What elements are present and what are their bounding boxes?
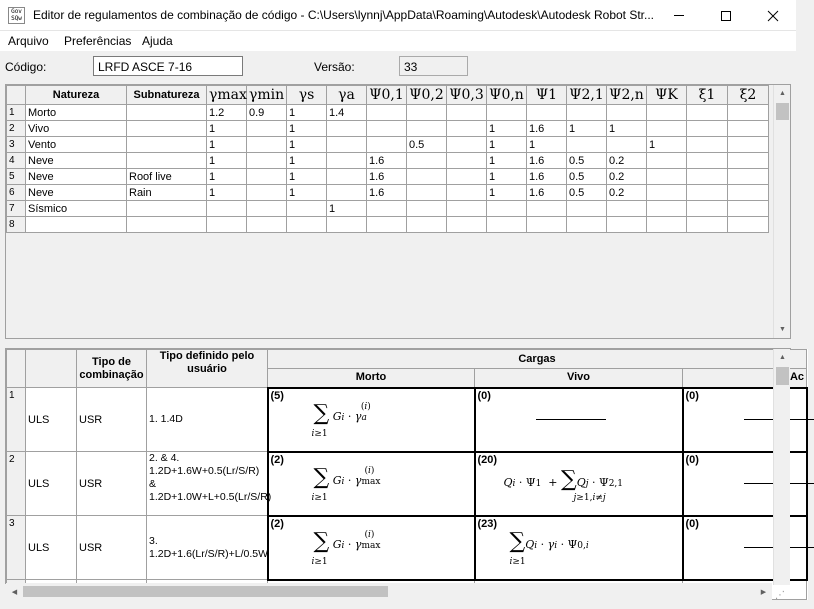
nature-col-header: Ψ2,n bbox=[607, 86, 647, 105]
minimize-icon bbox=[674, 15, 684, 16]
nature-cell[interactable] bbox=[287, 217, 327, 233]
code-input[interactable]: LRFD ASCE 7-16 bbox=[93, 56, 243, 76]
formula-code: (2) bbox=[270, 517, 284, 530]
horizontal-scrollbar[interactable] bbox=[6, 583, 772, 600]
nature-cell[interactable]: 1.6 bbox=[527, 185, 567, 201]
nature-cell[interactable]: 1 bbox=[287, 121, 327, 137]
nature-cell[interactable]: 1.6 bbox=[367, 185, 407, 201]
nature-col-header: γa bbox=[327, 86, 367, 105]
code-label: Código: bbox=[5, 60, 47, 74]
nature-col-header: ξ2 bbox=[728, 86, 769, 105]
scroll-thumb[interactable] bbox=[776, 367, 789, 385]
nature-cell[interactable]: 1.6 bbox=[527, 121, 567, 137]
nature-cell[interactable] bbox=[687, 137, 728, 153]
nature-cell[interactable]: 1 bbox=[527, 137, 567, 153]
nature-cell[interactable] bbox=[687, 217, 728, 233]
nature-cell[interactable] bbox=[647, 201, 687, 217]
nature-cell[interactable] bbox=[367, 105, 407, 121]
row-number: 1 bbox=[7, 388, 26, 452]
nature-cell[interactable] bbox=[647, 105, 687, 121]
nature-cell[interactable] bbox=[447, 153, 487, 169]
combination-table bbox=[6, 349, 808, 600]
combo-description[interactable]: 3. 1.2D+1.6(Lr/S/R)+L/0.5W bbox=[147, 516, 268, 580]
menu-arquivo[interactable]: Arquivo bbox=[8, 34, 49, 48]
nature-cell[interactable] bbox=[26, 217, 127, 233]
header-tipo-combinacao: Tipo de combinação bbox=[77, 350, 147, 388]
sum-formula: ∑ Gi · γmax$^{(i)}$ i≥1 bbox=[311, 528, 381, 567]
nature-cell[interactable] bbox=[127, 105, 207, 121]
close-button[interactable] bbox=[750, 0, 796, 31]
nature-cell[interactable]: Rain bbox=[127, 185, 207, 201]
nature-cell[interactable]: Roof live bbox=[127, 169, 207, 185]
morto-formula-cell[interactable] bbox=[268, 452, 475, 516]
combo-row[interactable] bbox=[7, 452, 807, 516]
nature-cell[interactable] bbox=[127, 121, 207, 137]
nature-cell[interactable] bbox=[567, 137, 607, 153]
nature-col-header: Ψ0,1 bbox=[367, 86, 407, 105]
nature-cell[interactable] bbox=[728, 169, 769, 185]
nature-cell[interactable] bbox=[327, 153, 367, 169]
nature-cell[interactable] bbox=[527, 105, 567, 121]
nature-cell[interactable]: 1 bbox=[207, 137, 247, 153]
row-number: 2 bbox=[7, 452, 26, 516]
nature-cell[interactable]: 1.6 bbox=[527, 169, 567, 185]
nature-cell[interactable]: 0.5 bbox=[567, 153, 607, 169]
nature-cell[interactable] bbox=[487, 105, 527, 121]
header-tipo-usuario: Tipo definido pelo usuário bbox=[147, 350, 268, 388]
nature-cell[interactable] bbox=[447, 121, 487, 137]
nature-cell[interactable] bbox=[367, 137, 407, 153]
nature-cell[interactable] bbox=[407, 105, 447, 121]
nature-cell[interactable] bbox=[247, 137, 287, 153]
nature-cell[interactable]: 1 bbox=[287, 105, 327, 121]
header-morto: Morto bbox=[268, 369, 475, 388]
nature-cell[interactable] bbox=[447, 105, 487, 121]
title-bar bbox=[0, 0, 796, 31]
empty-formula-line bbox=[536, 419, 606, 420]
nature-cell[interactable] bbox=[247, 153, 287, 169]
menu-bar bbox=[0, 31, 796, 51]
nature-row[interactable] bbox=[7, 153, 769, 169]
header-next: Ac bbox=[683, 369, 807, 388]
nature-cell[interactable] bbox=[728, 201, 769, 217]
nature-cell[interactable]: 0.2 bbox=[607, 153, 647, 169]
app-icon: Gov SQw bbox=[8, 7, 25, 24]
row-number: 7 bbox=[7, 201, 26, 217]
formula-code: (20) bbox=[477, 453, 498, 466]
nature-col-header: Ψ1 bbox=[527, 86, 567, 105]
nature-col-header: Ψ0,2 bbox=[407, 86, 447, 105]
combo-corner bbox=[7, 350, 26, 388]
nature-cell[interactable]: 1 bbox=[487, 137, 527, 153]
scroll-thumb[interactable] bbox=[776, 103, 789, 120]
nature-cell[interactable] bbox=[567, 201, 607, 217]
nature-cell[interactable]: Morto bbox=[26, 105, 127, 121]
combo-row[interactable] bbox=[7, 388, 807, 452]
nature-cell[interactable]: 1.4 bbox=[327, 105, 367, 121]
nature-cell[interactable] bbox=[367, 201, 407, 217]
row-number: 4 bbox=[7, 153, 26, 169]
resize-grip-icon[interactable]: ⋰ bbox=[775, 590, 785, 601]
maximize-button[interactable] bbox=[703, 0, 749, 31]
maximize-icon bbox=[721, 11, 731, 21]
nature-cell[interactable] bbox=[687, 121, 728, 137]
nature-cell[interactable]: 0.5 bbox=[567, 169, 607, 185]
version-field: 33 bbox=[399, 56, 468, 76]
nature-cell[interactable]: 1 bbox=[487, 185, 527, 201]
nature-cell[interactable] bbox=[327, 185, 367, 201]
nature-cell[interactable]: Neve bbox=[26, 153, 127, 169]
header-vivo: Vivo bbox=[475, 369, 683, 388]
combo-row[interactable] bbox=[7, 516, 807, 580]
nature-cell[interactable] bbox=[407, 121, 447, 137]
nature-cell[interactable] bbox=[647, 153, 687, 169]
nature-cell[interactable] bbox=[407, 153, 447, 169]
vivo-formula: Qi · Ψ1 + ∑Qj · Ψ2,1 j≥1,i≠j bbox=[503, 466, 624, 503]
menu-preferencias[interactable]: Preferências bbox=[64, 34, 132, 48]
scroll-left-icon[interactable]: ◀ bbox=[11, 588, 18, 596]
nature-col-header: Natureza bbox=[26, 86, 127, 105]
nature-cell[interactable] bbox=[687, 201, 728, 217]
nature-cell[interactable] bbox=[687, 185, 728, 201]
minimize-button[interactable] bbox=[656, 0, 702, 31]
nature-cell[interactable]: 1 bbox=[647, 137, 687, 153]
nature-cell[interactable] bbox=[647, 217, 687, 233]
scroll-up-icon[interactable]: ▲ bbox=[779, 354, 786, 361]
combo-type[interactable]: USR bbox=[77, 452, 147, 516]
nature-cell[interactable] bbox=[687, 169, 728, 185]
nature-cell[interactable]: 1 bbox=[607, 121, 647, 137]
nature-cell[interactable] bbox=[407, 185, 447, 201]
nature-cell[interactable] bbox=[647, 169, 687, 185]
nature-cell[interactable] bbox=[327, 217, 367, 233]
row-number: 5 bbox=[7, 169, 26, 185]
nature-cell[interactable]: 1 bbox=[487, 169, 527, 185]
nature-table bbox=[6, 85, 769, 233]
nature-cell[interactable] bbox=[647, 185, 687, 201]
window-title: Editor de regulamentos de combinação de código - C:\Users\lynnj\AppData\Roaming\Autodesk\Autodesk Robot Str... bbox=[33, 8, 655, 22]
nature-cell[interactable]: 0.9 bbox=[247, 105, 287, 121]
row-number: 6 bbox=[7, 185, 26, 201]
nature-cell[interactable] bbox=[247, 201, 287, 217]
nature-col-header: ΨK bbox=[647, 86, 687, 105]
sum-formula: ∑ $Gi \cdot \gamma a^{(i)}$ i≥1 bbox=[311, 400, 371, 439]
combination-table-panel bbox=[5, 348, 805, 584]
close-icon bbox=[767, 10, 779, 22]
combo-state[interactable]: ULS bbox=[26, 516, 77, 580]
nature-row[interactable] bbox=[7, 201, 769, 217]
nature-cell[interactable] bbox=[647, 121, 687, 137]
nature-cell[interactable] bbox=[728, 105, 769, 121]
nature-cell[interactable] bbox=[687, 105, 728, 121]
nature-cell[interactable] bbox=[407, 201, 447, 217]
nature-cell[interactable] bbox=[607, 105, 647, 121]
nature-cell[interactable]: Vento bbox=[26, 137, 127, 153]
nature-col-header: Ψ0,3 bbox=[447, 86, 487, 105]
nature-cell[interactable] bbox=[487, 201, 527, 217]
scroll-right-icon[interactable]: ▶ bbox=[760, 588, 767, 596]
formula-code: (0) bbox=[685, 453, 699, 466]
menu-ajuda[interactable]: Ajuda bbox=[142, 34, 173, 48]
nature-row[interactable] bbox=[7, 137, 769, 153]
nature-cell[interactable]: 1 bbox=[207, 153, 247, 169]
vivo-formula-cell[interactable] bbox=[475, 516, 683, 580]
header-cargas: Cargas bbox=[268, 350, 807, 369]
nature-cell[interactable] bbox=[127, 217, 207, 233]
combo-type[interactable]: USR bbox=[77, 388, 147, 452]
combination-table-scrollbar[interactable] bbox=[773, 349, 790, 585]
row-number: 1 bbox=[7, 105, 26, 121]
nature-table-scrollbar[interactable] bbox=[773, 85, 790, 338]
nature-cell[interactable]: 1 bbox=[287, 185, 327, 201]
nature-cell[interactable]: 1 bbox=[287, 153, 327, 169]
nature-cell[interactable]: 1 bbox=[287, 137, 327, 153]
nature-cell[interactable] bbox=[728, 121, 769, 137]
nature-cell[interactable]: 1 bbox=[487, 121, 527, 137]
table-corner bbox=[7, 86, 26, 105]
nature-cell[interactable] bbox=[728, 153, 769, 169]
nature-cell[interactable]: Vivo bbox=[26, 121, 127, 137]
nature-cell[interactable] bbox=[567, 217, 607, 233]
nature-cell[interactable]: 0.5 bbox=[407, 137, 447, 153]
nature-col-header: γs bbox=[287, 86, 327, 105]
combo-description[interactable]: 2. & 4. 1.2D+1.6W+0.5(Lr/S/R) & 1.2D+1.0W+L+0.5(Lr/S/R) bbox=[147, 452, 268, 516]
nature-cell[interactable]: Neve bbox=[26, 185, 127, 201]
row-number: 3 bbox=[7, 137, 26, 153]
nature-cell[interactable] bbox=[447, 201, 487, 217]
nature-cell[interactable]: 1 bbox=[567, 121, 607, 137]
nature-cell[interactable] bbox=[567, 105, 607, 121]
nature-row[interactable] bbox=[7, 105, 769, 121]
nature-cell[interactable] bbox=[327, 169, 367, 185]
nature-table-panel bbox=[5, 84, 791, 339]
row-number: 8 bbox=[7, 217, 26, 233]
nature-col-header: γmax bbox=[207, 86, 247, 105]
nature-cell[interactable] bbox=[247, 169, 287, 185]
vivo-formula-cell[interactable] bbox=[475, 388, 683, 452]
formula-code: (2) bbox=[270, 453, 284, 466]
formula-code: (0) bbox=[477, 389, 491, 402]
combo-type[interactable]: USR bbox=[77, 516, 147, 580]
nature-cell[interactable] bbox=[728, 137, 769, 153]
nature-cell[interactable]: 1 bbox=[207, 121, 247, 137]
nature-cell[interactable] bbox=[687, 153, 728, 169]
formula-code: (0) bbox=[685, 389, 699, 402]
nature-cell[interactable]: 0.2 bbox=[607, 185, 647, 201]
nature-col-header: γmin bbox=[247, 86, 287, 105]
nature-cell[interactable] bbox=[127, 153, 207, 169]
nature-col-header: Subnatureza bbox=[127, 86, 207, 105]
nature-cell[interactable]: 1 bbox=[207, 185, 247, 201]
nature-cell[interactable] bbox=[728, 217, 769, 233]
nature-cell[interactable] bbox=[207, 217, 247, 233]
nature-cell[interactable] bbox=[607, 137, 647, 153]
formula-code: (5) bbox=[270, 389, 284, 402]
vivo-formula-cell[interactable] bbox=[475, 452, 683, 516]
combo-empty-header bbox=[26, 350, 77, 388]
nature-cell[interactable] bbox=[327, 121, 367, 137]
nature-cell[interactable]: 0.5 bbox=[567, 185, 607, 201]
nature-cell[interactable]: 1.6 bbox=[367, 169, 407, 185]
nature-cell[interactable] bbox=[607, 201, 647, 217]
nature-cell[interactable]: 1.2 bbox=[207, 105, 247, 121]
nature-cell[interactable] bbox=[247, 217, 287, 233]
nature-cell[interactable]: Neve bbox=[26, 169, 127, 185]
nature-row[interactable] bbox=[7, 217, 769, 233]
version-label: Versão: bbox=[314, 60, 355, 74]
morto-formula-cell[interactable] bbox=[268, 388, 475, 452]
nature-cell[interactable] bbox=[527, 217, 567, 233]
scroll-up-icon[interactable]: ▲ bbox=[779, 90, 786, 97]
formula-code: (23) bbox=[477, 517, 498, 530]
nature-cell[interactable] bbox=[327, 137, 367, 153]
nature-cell[interactable] bbox=[407, 169, 447, 185]
morto-formula-cell[interactable] bbox=[268, 516, 475, 580]
combo-description[interactable]: 1. 1.4D bbox=[147, 388, 268, 452]
nature-cell[interactable] bbox=[487, 217, 527, 233]
nature-cell[interactable] bbox=[127, 137, 207, 153]
row-number: 2 bbox=[7, 121, 26, 137]
nature-cell[interactable] bbox=[447, 217, 487, 233]
nature-cell[interactable]: 1 bbox=[287, 169, 327, 185]
scroll-down-icon[interactable]: ▼ bbox=[779, 326, 786, 333]
nature-cell[interactable] bbox=[447, 169, 487, 185]
vivo-formula: ∑Qi · γi · Ψ0,i i≥1 bbox=[509, 528, 589, 567]
nature-row[interactable] bbox=[7, 121, 769, 137]
horizontal-scroll-thumb[interactable] bbox=[23, 586, 388, 597]
nature-row[interactable] bbox=[7, 169, 769, 185]
nature-cell[interactable] bbox=[607, 217, 647, 233]
nature-cell[interactable] bbox=[367, 121, 407, 137]
nature-cell[interactable] bbox=[728, 185, 769, 201]
nature-cell[interactable] bbox=[447, 137, 487, 153]
nature-cell[interactable] bbox=[367, 217, 407, 233]
nature-cell[interactable] bbox=[127, 201, 207, 217]
nature-cell[interactable]: 1 bbox=[327, 201, 367, 217]
nature-cell[interactable] bbox=[407, 217, 447, 233]
combo-state[interactable]: ULS bbox=[26, 452, 77, 516]
nature-cell[interactable] bbox=[247, 121, 287, 137]
formula-code: (0) bbox=[685, 517, 699, 530]
nature-col-header: ξ1 bbox=[687, 86, 728, 105]
row-number: 3 bbox=[7, 516, 26, 580]
nature-cell[interactable] bbox=[447, 185, 487, 201]
nature-cell[interactable] bbox=[207, 201, 247, 217]
nature-row[interactable] bbox=[7, 185, 769, 201]
nature-cell[interactable]: Sísmico bbox=[26, 201, 127, 217]
nature-cell[interactable]: 0.2 bbox=[607, 169, 647, 185]
nature-cell[interactable] bbox=[527, 201, 567, 217]
nature-cell[interactable]: 1.6 bbox=[367, 153, 407, 169]
nature-col-header: Ψ0,n bbox=[487, 86, 527, 105]
sum-formula: ∑ Gi · γmax$^{(i)}$ i≥1 bbox=[311, 464, 381, 503]
combo-state[interactable]: ULS bbox=[26, 388, 77, 452]
nature-cell[interactable]: 1 bbox=[207, 169, 247, 185]
nature-cell[interactable]: 1 bbox=[487, 153, 527, 169]
nature-cell[interactable]: 1.6 bbox=[527, 153, 567, 169]
nature-col-header: Ψ2,1 bbox=[567, 86, 607, 105]
nature-cell[interactable] bbox=[247, 185, 287, 201]
nature-cell[interactable] bbox=[287, 201, 327, 217]
